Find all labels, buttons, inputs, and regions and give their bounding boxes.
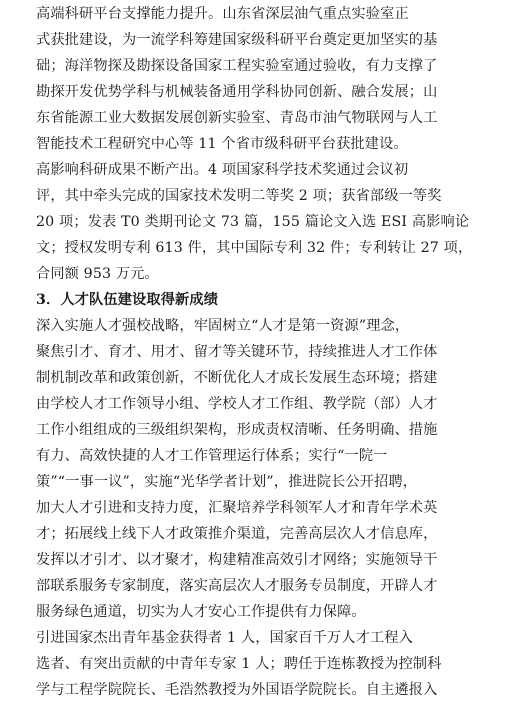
text-line: 东省能源工业大数据发展创新实验室、青岛市油气物联网与人工 xyxy=(36,110,438,126)
text-line: 深入实施人才强校战略，牢固树立“人才是第一资源”理念， xyxy=(36,318,410,334)
text-line: 20 项；发表 T0 类期刊论文 73 篇，155 篇论文入选 ESI 高影响论 xyxy=(36,214,470,230)
text-line: 发挥以才引才、以才聚才，构建精准高效引才网络；实施领导干 xyxy=(36,552,438,568)
text-line: 服务绿色通道，切实为人才安心工作提供有力保障。 xyxy=(36,604,366,620)
text-line: 聚焦引才、育才、用才、留才等关键环节，持续推进人才工作体 xyxy=(36,344,438,360)
text-line: 智能技术工程研究中心等 11 个省市级科研平台获批建设。 xyxy=(36,136,408,152)
text-line: 加大人才引进和支持力度，汇聚培养学科领军人才和青年学术英 xyxy=(36,500,438,516)
text-line: 引进国家杰出青年基金获得者 1 人，国家百千万人才工程入 xyxy=(36,630,413,646)
text-line: 部联系服务专家制度，落实高层次人才服务专员制度，开辟人才 xyxy=(36,578,438,594)
text-line: 有力、高效快捷的人才工作管理运行体系；实行“一院一 xyxy=(36,448,388,464)
text-line: 选者、有突出贡献的中青年专家 1 人；聘任于连栋教授为控制科 xyxy=(36,656,442,672)
text-line: 学与工程学院院长、毛浩然教授为外国语学院院长。自主遴报入 xyxy=(36,682,438,698)
text-line: 础；海洋物探及勘探设备国家工程实验室通过验收，有力支撑了 xyxy=(36,58,438,74)
text-line: 式获批建设，为一流学科筹建国家级科研平台奠定更加坚实的基 xyxy=(36,32,438,48)
text-line: 高影响科研成果不断产出。4 项国家科学技术奖通过会议初 xyxy=(36,162,409,178)
section-heading: 3．人才队伍建设取得新成绩 xyxy=(36,292,219,308)
text-line: 制机制改革和政策创新，不断优化人才成长发展生态环境；搭建 xyxy=(36,370,438,386)
text-line: 策”“一事一议”，实施“光华学者计划”，推进院长公开招聘， xyxy=(36,474,418,490)
text-line: 合同额 953 万元。 xyxy=(36,266,159,282)
text-line: 高端科研平台支撑能力提升。山东省深层油气重点实验室正 xyxy=(36,6,409,22)
text-line: 工作小组组成的三级组织架构，形成责权清晰、任务明确、措施 xyxy=(36,422,438,438)
text-line: 文；授权发明专利 613 件，其中国际专利 32 件；专利转让 27 项， xyxy=(36,240,473,256)
text-line: 评，其中牵头完成的国家技术发明二等奖 2 项；获省部级一等奖 xyxy=(36,188,442,204)
text-line: 才；拓展线上线下人才政策推介渠道，完善高层次人才信息库， xyxy=(36,526,438,542)
text-line: 由学校人才工作领导小组、学校人才工作组、教学院（部）人才 xyxy=(36,396,438,412)
text-line: 勘探开发优势学科与机械装备通用学科协同创新、融合发展；山 xyxy=(36,84,438,100)
